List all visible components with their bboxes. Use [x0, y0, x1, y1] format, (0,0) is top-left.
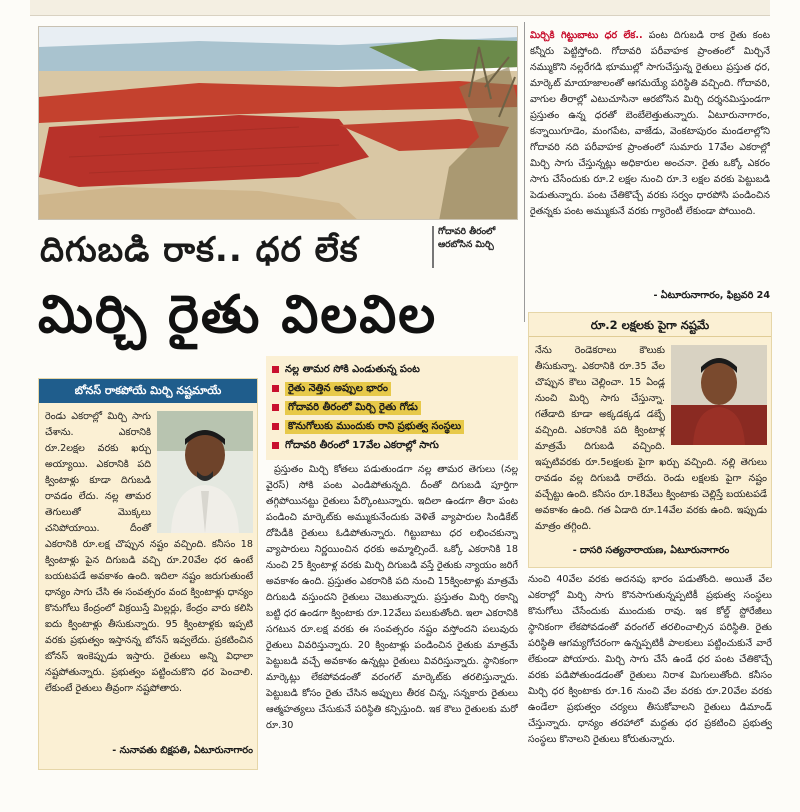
highlight-item: రైతు నెత్తిన అప్పుల భారం — [272, 379, 512, 398]
chilli-field-illustration — [39, 27, 518, 220]
caption-line-2: ఆరబోసిన మిర్చి — [438, 240, 494, 250]
highlight-item: కొనుగోలుకు ముందుకు రాని ప్రభుత్వ సంస్థలు — [272, 417, 512, 436]
photo-caption — [432, 226, 518, 268]
intro-story — [530, 28, 770, 290]
dateline: - ఏటూరునాగారం, ఫిబ్రవరి 24 — [653, 290, 770, 301]
bullet-square-icon — [272, 366, 279, 373]
bonus-box-signature: - నునావతు బిక్షపతి, ఏటూరునాగారం — [112, 745, 253, 756]
farmer-quote-box-1 — [38, 378, 258, 770]
bullet-square-icon — [272, 442, 279, 449]
caption-line-1: గోదావరి తీరంలో — [438, 227, 496, 237]
highlight-item: నల్ల తామర సోకి ఎండుతున్న పంట — [272, 360, 512, 379]
bonus-box-text: రెండు ఎకరాల్లో మిర్చి సాగు చేశాను. ఎకరానికి రూ.2లక్షల వరకు ఖర్చు అయ్యాయి. ఎకరానికి పది క్వింటాళ్లు కూడా దిగుబడి రావడం లేదు. నల్ల తామర తెగులుతో మొక్కలు చనిపోయాయి. దీంతో ఎకరానికి రూ.లక్ష చొప్పున నష్టం వచ్చింది. కనీసం 18 క్వింటాళ్లు పైన దిగుబడి వచ్చి రూ.20వేల ధర ఉంటే బయటపడే అవకాశం ఉంది. ఇదిలా నష్టం జరుగుతుంటే ధాన్యం సాగు చేసి ఈ సంవత్సరం వంద క్వింటాళ్లు ధాన్యం కొనుగోలు కేంద్రంలో విక్రయిస్తే మిల్లర్లు, కేంద్రం వారు కలిసి ఐదు క్వింటాళ్లు తీసుకున్నారు. 95 క్వింటాళ్లకు ఇప్పటి వరకు ప్రభుత్వం ఇస్తానన్న బోనస్ ఇవ్వలేదు. ప్రకటించిన బోనస్ ఇంకెప్పుడు ఇస్తారు. రైతులు అన్ని విధాలా నష్టపోతున్నారు. ప్రభుత్వం పట్టించుకొని ధర పెంచాలి. లేకుంటే రైతులు తీవ్రంగా నష్టపోతారు. — [45, 411, 253, 694]
quote-box-text: నేను రెండెకరాలు కౌలుకు తీసుకున్నా. ఎకరానికి రూ.35 వేల చొప్పున కౌలు చెల్లించా. 15 ఏండ్ల నుంచి మిర్చి సాగు చేస్తున్నా. గతేడాది కూడా అక్కడక్కడ డబ్బే వచ్చింది. ఎకరానికి పది క్వింటాళ్ల మాత్రమే దిగుబడి వచ్చింది. ఇప్పటివరకు రూ.5లక్షలకు పైగా ఖర్చు వచ్చింది. నల్లి తెగులు రావడం వల్ల దిగుబడి రాలేదు. రెండు లక్షలకు పైగా నష్టం వచ్చేట్టు ఉంది. కనీసం రూ.18వేలు క్వింటాకు చెల్లిస్తే బయటపడే అవకాశం ఉంది. గత ఏడాది రూ.14వేల వరకు ఉంది. ఇప్పుడు మాత్రం తగ్గింది. — [535, 345, 767, 532]
top-cut-strip — [30, 0, 770, 16]
bullet-square-icon — [272, 423, 279, 430]
main-headline: మిర్చి రైతు విలవిల — [38, 285, 438, 345]
kicker-headline: దిగుబడి రాక.. ధర లేక — [40, 230, 359, 270]
farmer-portrait-1 — [157, 411, 253, 533]
column-rule — [524, 22, 525, 322]
farmer-portrait-2 — [671, 345, 767, 445]
chilli-drying-photo — [38, 26, 518, 220]
highlights-box — [266, 356, 518, 460]
intro-lead: మిర్చికి గిట్టుబాటు ధర లేక.. — [530, 30, 643, 41]
bullet-square-icon — [272, 404, 279, 411]
bullet-square-icon — [272, 385, 279, 392]
quote-box-signature: - దాసరి సత్యనారాయణ, ఏటూరునాగారం — [572, 545, 730, 556]
bonus-box-body — [45, 409, 253, 739]
highlight-item: గోదావరి తీరంలో మిర్చి రైతు గోడు — [272, 398, 512, 417]
continuation-paragraph: నుంచి 40వేల వరకు అదనపు భారం పడుతోంది. అయితే వేల ఎకరాల్లో మిర్చి సాగు కొనసాగుతున్నప్పటికీ ప్రభుత్వ సంస్థలు కొనుగోలు చేసేందుకు ముందుకు రావు. ఇక కోల్డ్ స్టోరేజీలు స్థానికంగా లేకపోవడంతో వరంగల్ తరలించాల్సిన పరిస్థితి. రైతు పరిస్థితి ఆగమ్యగోచరంగా ఉన్నప్పటికీ పాలకులు పట్టించుకునే వారే లేకుండా పోయారు. మిర్చి సాగు చేసే ఉండే ధర పంట చేతికొచ్చే వరకు పడిపోతుండడంతో రైతులు నిరాశ మిగులుతోంది. కనీసం మిర్చి ధర క్వింటాకు రూ.16 నుంచి వేల వరకు రూ.20వేల వరకు ఉండేలా ప్రభుత్వం చర్యలు తీసుకోవాలని రైతులు డిమాండ్ చేస్తున్నారు. ధాన్యం తరహాలో మద్దతు ధర ప్రకటించి ప్రభుత్వ సంస్థలు కొనాలని రైతులు కోరుతున్నారు. — [528, 574, 772, 745]
highlight-item: గోదావరి తీరంలో 17వేల ఎకరాల్లో సాగు — [272, 436, 512, 455]
main-article-paragraph: ప్రస్తుతం మిర్చి కోతలు పడుతుండగా నల్ల తామర తెగులు (నల్ల వైరస్) సోకి పంట ఎండిపోతున్నది. దీంతో దిగుబడి పూర్తిగా తగ్గిపోయినట్టు రైతులు పేర్కొంటున్నారు. ఇదిలా ఉండగా తీరా పంట పండించి మార్కెట్‌కు అమ్ముకునేందుకు వెళితే వ్యాపారుల సిండికేట్ దోపిడీకి రైతులు ఓడిపోతున్నారు. గిట్టుబాటు ధర లభించకున్నా వ్యాపారులు నిర్ణయించిన ధరకు అమ్మాల్సిందే. ఒక్కో ఎకరానికి 18 నుంచి 25 క్వింటాళ్ల వరకు మిర్చి దిగుబడి వస్తే రైతుకు న్యాయం జరిగే అవకాశం ఉంది. ప్రస్తుతం ఎకరానికి పది నుంచి 15క్వింటాళ్లు మాత్రమే దిగుబడి వస్తుందని రైతులు చెబుతున్నారు. ప్రస్తుతం మిర్చి రకాన్ని బట్టి ధర ఉండగా క్వింటాకు రూ.12వేలు పలుకుతోంది. ఇలా ఎకరానికి సగటున రూ.లక్ష వరకు ఈ సంవత్సరం నష్టం వస్తోందని పలువురు రైతులు వివరిస్తున్నారు. 20 క్వింటాళ్లు పండించిన రైతుకు మాత్రమే పెట్టుబడి వచ్చే అవకాశం ఉన్నట్లు రైతులు వివరిస్తున్నారు. స్థానికంగా మార్కెట్లు లేకపోవడంతో వరంగల్ మార్కెట్‌కు తరలిస్తున్నారు. పెట్టుబడి కోసం రైతు చేసిన అప్పులు తీరక చిన్న, సన్నకారు రైతులు ఆత్మహత్యలు చేసుకునే పరిస్థితి కన్పిస్తుంది. ఇక కౌలు రైతులకు మరో రూ.30 — [266, 464, 518, 731]
bonus-box-title: బోనస్ రాకపోయే మిర్చి నష్టమాయే — [39, 379, 257, 403]
top-strip-text — [30, 0, 770, 14]
main-article-body — [266, 462, 518, 770]
quote-box-body — [535, 343, 767, 539]
intro-body: పంట దిగుబడి రాక రైతు కంట కన్నీరు పెట్టిస్తోంది. గోదావరి పరీవాహక ప్రాంతంలో మిర్చినే నమ్ముకొని నల్లరేగడి భూముల్లో సాగుచేస్తున్న రైతులు ప్రస్తుత ధర, మార్కెట్ మాయాజాలంతో ఆగమయ్యే పరిస్థితి వచ్చింది. గోదావరి, వాగుల తీరాల్లో ఎటుచూసినా ఆరబోసిన మిర్చి దర్శనమిస్తుండగా ప్రస్తుతం ఉన్న ధరతో బెంబేలెత్తుతున్నారు. ఏటూరునాగారం, కన్నాయిగూడెం, మంగపేట, వాజేడు, వెంకటాపురం మండలాల్లోని గోదావరి నది పరీవాహక ప్రాంతంలో సుమారు 17వేల ఎకరాల్లో మిర్చి సాగు చేస్తున్నట్లు అధికారుల అంచనా. రైతు ఒక్కో ఎకరం సాగు చేసేందుకు రూ.2 లక్షల నుంచి రూ.3 లక్షల వరకు పెట్టుబడి పెడుతున్నారు. పంట చేతికొచ్చే వరకు సర్వం ధారపోసి పండించిన రైతన్నకు పంట అమ్ముకునే వరకు గ్యారెంటీ లేకుండా పోయింది. — [530, 30, 770, 217]
article-continuation — [528, 572, 772, 772]
farmer-quote-box-2 — [528, 312, 772, 568]
quote-box-title: రూ.2 లక్షలకు పైగా నష్టమే — [529, 313, 771, 337]
